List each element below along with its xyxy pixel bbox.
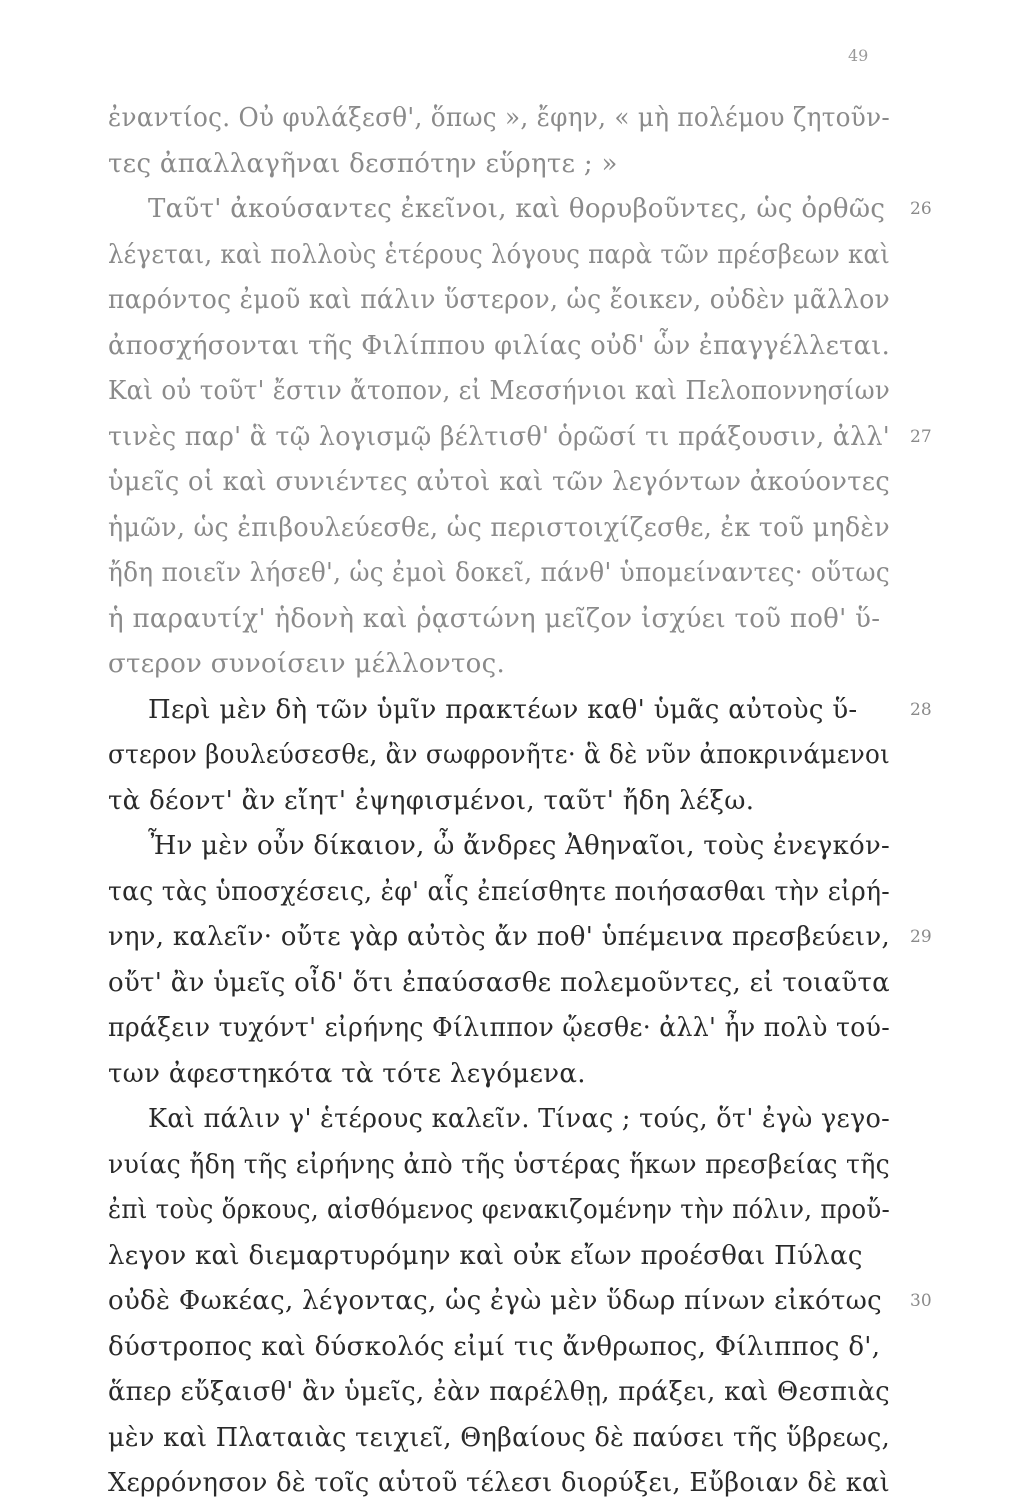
text-line <box>108 1097 890 1143</box>
text-line <box>108 597 890 643</box>
line-text: ἅπερ εὔξαισθ' ἂν ὑμεῖς, ἐὰν παρέλθῃ, πράξει, καὶ Θεσπιὰς <box>108 1377 890 1407</box>
line-text: λεγον καὶ διεμαρτυρόμην καὶ οὐκ εἴων προέσθαι Πύλας <box>108 1240 863 1271</box>
line-text: λέγεται, καὶ πολλοὺς ἑτέρους λόγους παρὰ τῶν πρέσβεων καὶ <box>108 239 890 270</box>
line-text: Ἦν μὲν οὖν δίκαιον, ὦ ἄνδρες Ἀθηναῖοι, τοὺς ἐνεγκόν- <box>148 831 891 861</box>
section-number: 26 <box>910 199 932 219</box>
section-number: 30 <box>910 1291 932 1311</box>
line-text: ἤδη ποιεῖν λήσεθ', ὡς ἐμοὶ δοκεῖ, πάνθ' ὑπομείναντες· οὕτως <box>108 558 890 588</box>
line-text: παρόντος ἐμοῦ καὶ πάλιν ὕστερον, ὡς ἔοικεν, οὐδὲν μᾶλλον <box>108 285 891 315</box>
section-number: 27 <box>910 426 932 447</box>
text-line <box>108 278 890 324</box>
text-line <box>108 551 890 597</box>
text-line <box>108 187 932 233</box>
line-text: τας τὰς ὑποσχέσεις, ἐφ' αἷς ἐπείσθητε ποιήσασθαι τὴν εἰρή- <box>108 876 891 907</box>
text-line <box>108 642 890 688</box>
text-line <box>108 915 932 961</box>
line-text: δύστροπος καὶ δύσκολός εἰμί τις ἄνθρωπος, Φίλιππος δ', <box>108 1331 881 1362</box>
line-text: ἐναντίος. Οὐ φυλάξεσθ', ὅπως », ἔφην, « μὴ πολέμου ζητοῦν- <box>108 103 890 133</box>
line-text: στερον βουλεύσεσθε, ἂν σωφρονῆτε· ἃ δὲ νῦν ἀποκρινάμενοι <box>108 740 890 770</box>
line-text: τες ἀπαλλαγῆναι δεσπότην εὕρητε ; » <box>108 148 618 179</box>
line-text: ἀποσχήσονται τῆς Φιλίππου φιλίας οὐδ' ὧν ἐπαγγέλλεται. <box>108 330 891 361</box>
text-line <box>108 324 890 370</box>
text-line <box>108 506 890 552</box>
line-text: Καὶ οὐ τοῦτ' ἔστιν ἄτοπον, εἰ Μεσσήνιοι καὶ Πελοποννησίων <box>108 376 891 406</box>
line-text: νυίας ἤδη τῆς εἰρήνης ἀπὸ τῆς ὑστέρας ἥκων πρεσβείας τῆς <box>108 1149 890 1180</box>
text-line <box>108 1006 890 1052</box>
line-text: Καὶ πάλιν γ' ἑτέρους καλεῖν. Τίνας ; τούς, ὅτ' ἐγὼ γεγο- <box>148 1104 891 1134</box>
text-line <box>108 688 932 734</box>
line-text: ἡμῶν, ὡς ἐπιβουλεύεσθε, ὡς περιστοιχίζεσθε, ἐκ τοῦ μηδὲν <box>108 512 890 543</box>
line-text: τινὲς παρ' ἃ τῷ λογισμῷ βέλτισθ' ὁρῶσί τι πράξουσιν, ἀλλ' <box>108 421 891 452</box>
text-line <box>108 1416 890 1462</box>
page-number: 49 <box>848 46 869 65</box>
line-text: οὔτ' ἂν ὑμεῖς οἶδ' ὅτι ἐπαύσασθε πολεμοῦντες, εἰ τοιαῦτα <box>108 967 890 998</box>
text-line <box>108 96 890 142</box>
text-line <box>108 1370 890 1416</box>
text-line <box>108 415 932 461</box>
line-text: πράξειν τυχόντ' εἰρήνης Φίλιππον ᾤεσθε· ἀλλ' ἦν πολὺ τού- <box>108 1013 890 1043</box>
body-text <box>108 96 932 1507</box>
text-line <box>108 1325 890 1371</box>
text-line <box>108 870 890 916</box>
text-line <box>108 233 890 279</box>
text-line <box>108 1143 890 1189</box>
text-line <box>108 1279 932 1325</box>
text-line <box>108 779 890 825</box>
line-text: στερον συνοίσειν μέλλοντος. <box>108 649 506 679</box>
text-line <box>108 1052 890 1098</box>
line-text: Περὶ μὲν δὴ τῶν ὑμῖν πρακτέων καθ' ὑμᾶς αὐτοὺς ὕ- <box>148 694 858 725</box>
line-text: νην, καλεῖν· οὔτε γὰρ αὐτὸς ἄν ποθ' ὑπέμεινα πρεσβεύειν, <box>108 922 890 952</box>
line-text: οὐδὲ Φωκέας, λέγοντας, ὡς ἐγὼ μὲν ὕδωρ πίνων εἰκότως <box>108 1286 882 1316</box>
text-line <box>108 961 890 1007</box>
text-line <box>108 1188 890 1234</box>
text-line <box>108 460 890 506</box>
text-line <box>108 733 890 779</box>
text-line <box>108 1234 890 1280</box>
section-number: 29 <box>910 927 932 947</box>
line-text: Χερρόνησον δὲ τοῖς αὑτοῦ τέλεσι διορύξει, Εὔβοιαν δὲ καὶ <box>108 1468 891 1498</box>
line-text: τὰ δέοντ' ἂν εἴητ' ἐψηφισμένοι, ταῦτ' ἤδη λέξω. <box>108 785 755 816</box>
line-text: ἡ παραυτίχ' ἡδονὴ καὶ ῥᾳστώνη μεῖζον ἰσχύει τοῦ ποθ' ὕ- <box>108 603 881 634</box>
line-text: μὲν καὶ Πλαταιὰς τειχιεῖ, Θηβαίους δὲ παύσει τῆς ὕβρεως, <box>108 1422 891 1453</box>
text-line <box>108 369 890 415</box>
line-text: ἐπὶ τοὺς ὅρκους, αἰσθόμενος φενακιζομένην τὴν πόλιν, προὔ- <box>108 1195 891 1225</box>
line-text: ὑμεῖς οἱ καὶ συνιέντες αὐτοὶ καὶ τῶν λεγόντων ἀκούοντες <box>108 467 891 497</box>
section-number: 28 <box>910 699 932 720</box>
text-line <box>108 142 890 188</box>
text-line <box>108 824 890 870</box>
line-text: Ταῦτ' ἀκούσαντες ἐκεῖνοι, καὶ θορυβοῦντες, ὡς ὀρθῶς <box>148 194 886 224</box>
line-text: των ἀφεστηκότα τὰ τότε λεγόμενα. <box>108 1058 586 1089</box>
